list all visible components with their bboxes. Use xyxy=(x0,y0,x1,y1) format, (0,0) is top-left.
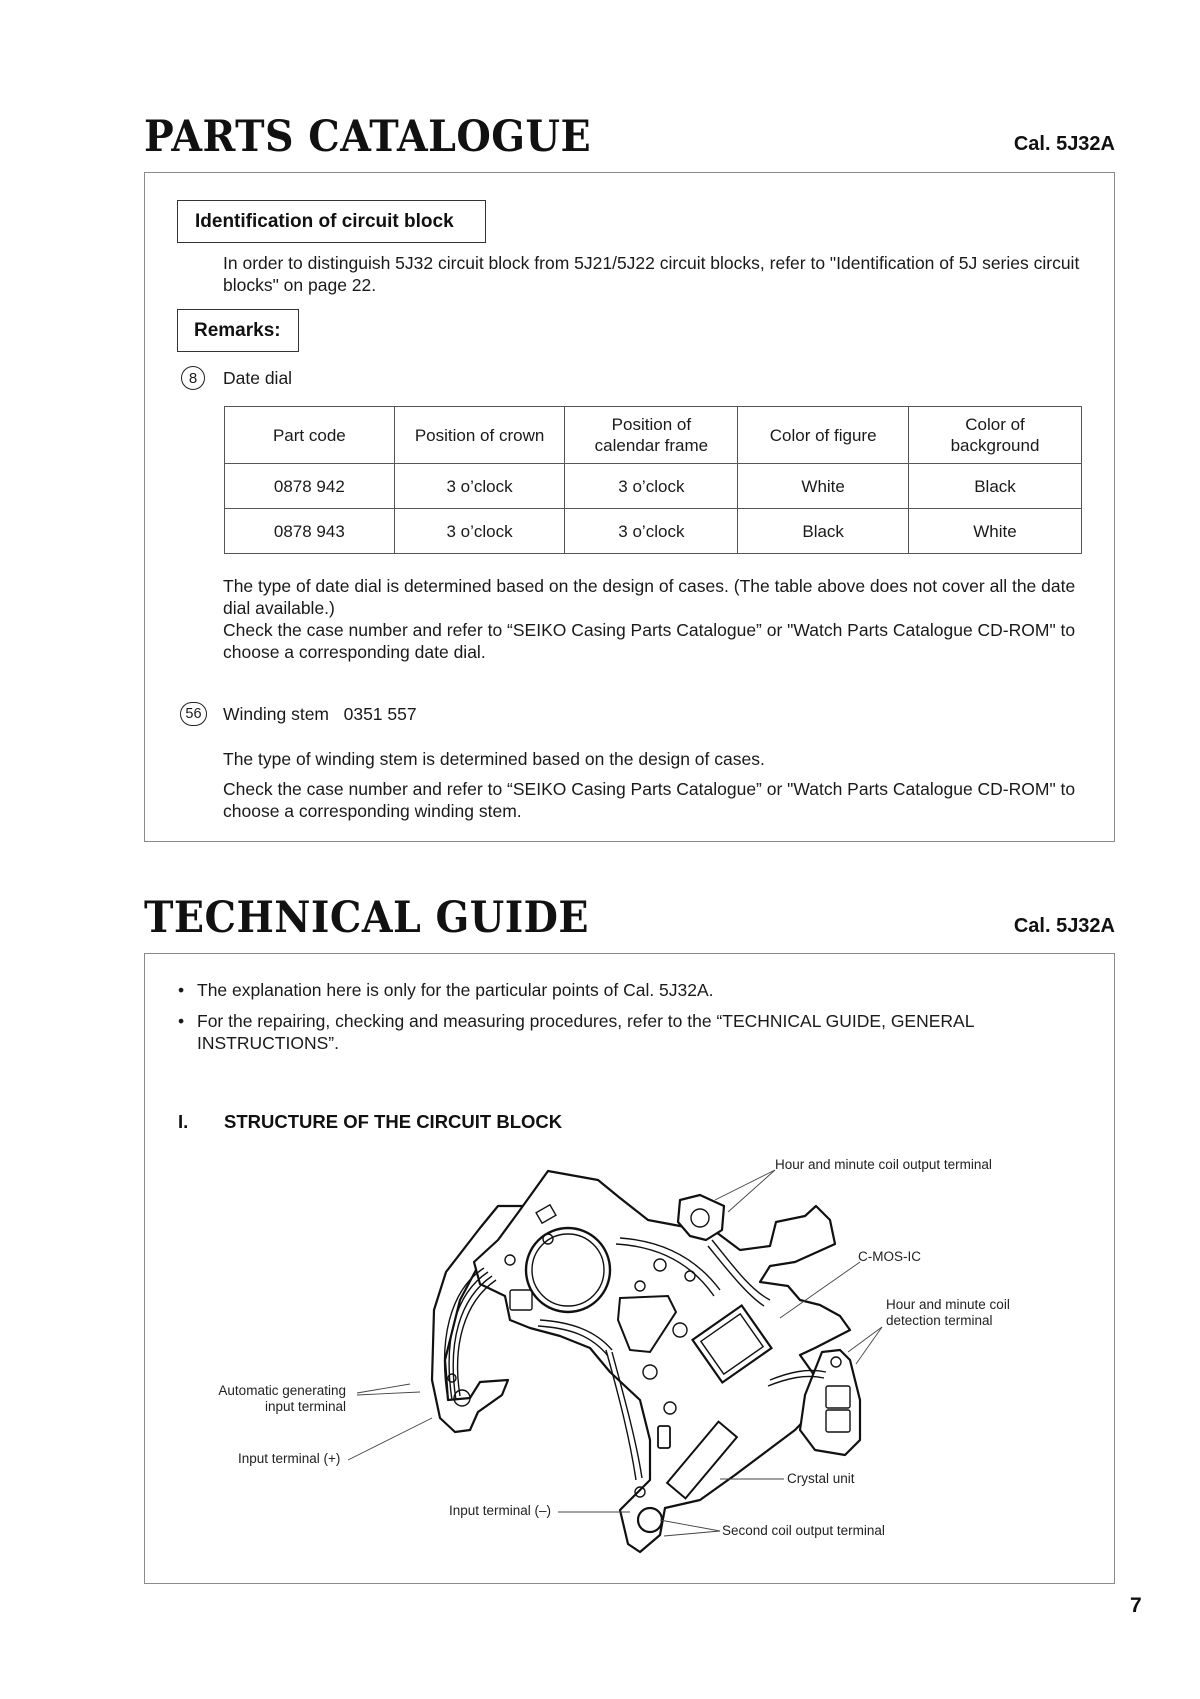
table-header: Color of background xyxy=(909,407,1082,464)
section-numeral: I. xyxy=(178,1111,189,1132)
callout-line: input terminal xyxy=(264,1399,346,1414)
table-cell: White xyxy=(909,509,1082,554)
table-header: Part code xyxy=(225,407,395,464)
bullet-text: For the repairing, checking and measuring procedures, refer to the “TECHNICAL GUIDE, GENERAL INSTRUCTIONS”. xyxy=(197,1011,974,1053)
table-cell: 3 o’clock xyxy=(565,464,738,509)
table-cell: 3 o’clock xyxy=(394,464,565,509)
identification-heading: Identification of circuit block xyxy=(195,210,454,232)
table-header: Position of crown xyxy=(394,407,565,464)
section-heading: STRUCTURE OF THE CIRCUIT BLOCK xyxy=(224,1111,563,1132)
table-cell: 0878 942 xyxy=(225,464,395,509)
part-number-badge: 56 xyxy=(180,702,207,726)
table-cell: 0878 943 xyxy=(225,509,395,554)
table-cell: 3 o’clock xyxy=(565,509,738,554)
diagram-main-body xyxy=(474,1171,850,1552)
remarks-heading: Remarks: xyxy=(194,319,281,341)
bullet-text: The explanation here is only for the particular points of Cal. 5J32A. xyxy=(197,980,714,1000)
technical-guide-caliber: Cal. 5J32A xyxy=(1013,915,1115,937)
diagram-right-wing xyxy=(800,1350,860,1455)
table-cell: Black xyxy=(909,464,1082,509)
callout-line: Automatic generating xyxy=(218,1383,346,1398)
callout-cmos-ic: C-MOS-IC xyxy=(858,1249,921,1264)
winding-stem-label: Winding stem xyxy=(223,704,330,724)
table-header: Position of calendar frame xyxy=(565,407,738,464)
callout-automatic-generating-input-terminal xyxy=(190,1383,346,1415)
parts-catalogue-caliber: Cal. 5J32A xyxy=(1013,133,1115,155)
winding-stem-note-1: The type of winding stem is determined based on the design of cases. xyxy=(223,749,765,769)
winding-stem-note-2: Check the case number and refer to “SEIKO Casing Parts Catalogue” or "Watch Parts Catalogue CD-ROM" to choose a corresponding winding stem. xyxy=(223,779,1076,821)
bullet-icon: • xyxy=(178,1011,185,1031)
winding-stem-code: 0351 557 xyxy=(343,704,417,724)
date-dial-note-1: The type of date dial is determined based on the design of cases. (The table above does not cover all the date dial available.) xyxy=(223,576,1076,618)
callout-line: Hour and minute coil xyxy=(886,1297,1010,1312)
parts-catalogue-title: PARTS CATALOGUE xyxy=(144,112,592,162)
identification-text: In order to distinguish 5J32 circuit block from 5J21/5J22 circuit blocks, refer to "Identification of 5J series circuit blocks" on page 22. xyxy=(223,253,1080,295)
date-dial-note-2: Check the case number and refer to “SEIKO Casing Parts Catalogue” or "Watch Parts Catalogue CD-ROM" to choose a corresponding date dial. xyxy=(223,620,1076,662)
page-number: 7 xyxy=(1130,1594,1142,1617)
callout-line: detection terminal xyxy=(886,1313,993,1328)
callout-input-terminal-minus: Input terminal (–) xyxy=(449,1503,552,1518)
technical-guide-title: TECHNICAL GUIDE xyxy=(144,893,590,943)
part-number-badge: 8 xyxy=(181,366,205,390)
callout-crystal-unit: Crystal unit xyxy=(787,1471,855,1486)
table-cell: White xyxy=(738,464,909,509)
callout-input-terminal-plus: Input terminal (+) xyxy=(238,1451,341,1466)
bullet-icon: • xyxy=(178,980,185,1000)
table-header: Color of figure xyxy=(738,407,909,464)
callout-hour-minute-coil-detection-terminal xyxy=(886,1297,1010,1329)
callout-second-coil-output-terminal: Second coil output terminal xyxy=(722,1523,885,1538)
table-cell: 3 o’clock xyxy=(394,509,565,554)
table-cell: Black xyxy=(738,509,909,554)
date-dial-label: Date dial xyxy=(223,368,293,388)
callout-hour-minute-coil-output-terminal: Hour and minute coil output terminal xyxy=(775,1157,992,1172)
